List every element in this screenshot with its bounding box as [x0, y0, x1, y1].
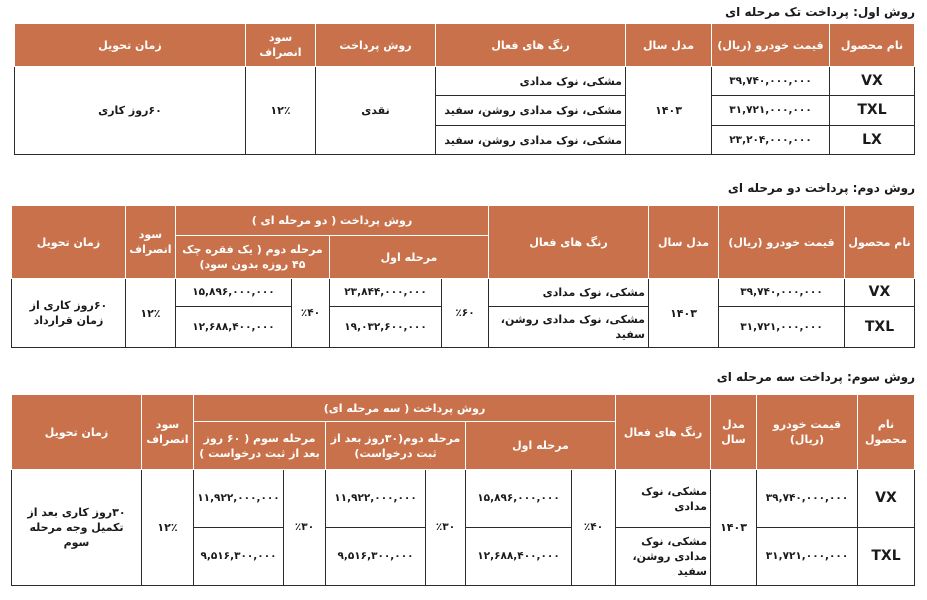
header-stage1: مرحله اول: [330, 236, 489, 279]
product-name: VX: [858, 470, 915, 528]
product-name: TXL: [830, 96, 915, 126]
header-colors: رنگ های فعال: [489, 206, 649, 279]
section1-title: روش اول: پرداخت تک مرحله ای: [725, 5, 915, 19]
header-price: قیمت خودرو (ریال): [712, 24, 830, 67]
section2-title: روش دوم: پرداخت دو مرحله ای: [727, 181, 915, 195]
header-cancel-profit: سود انصراف: [246, 24, 316, 67]
stage3-amount: ۹,۵۱۶,۳۰۰,۰۰۰: [193, 528, 283, 586]
product-price: ۳۹,۷۴۰,۰۰۰,۰۰۰: [719, 279, 845, 307]
single-stage-table: [14, 23, 915, 155]
header-model-year: مدل سال: [649, 206, 719, 279]
header-delivery: زمان تحویل: [11, 395, 141, 470]
stage3-percent: ٪۳۰: [284, 470, 326, 586]
product-name: TXL: [845, 307, 915, 348]
product-colors: مشکی، نوک مدادی: [436, 67, 626, 96]
section3-title: روش سوم: پرداخت سه مرحله ای: [716, 370, 915, 384]
stage1-amount: ۱۹,۰۳۲,۶۰۰,۰۰۰: [330, 307, 442, 348]
stage2-percent: ٪۴۰: [292, 279, 330, 348]
product-colors: مشکی، نوک مدادی روشن، سفید: [436, 96, 626, 126]
delivery-time: ۶۰روز کاری از زمان قرارداد: [11, 279, 125, 348]
product-price: ۳۱,۷۲۱,۰۰۰,۰۰۰: [712, 96, 830, 126]
header-product: نام محصول: [845, 206, 915, 279]
cancel-profit: ۱۲٪: [246, 67, 316, 155]
stage2-percent: ٪۳۰: [426, 470, 466, 586]
stage2-amount: ۱۱,۹۲۲,۰۰۰,۰۰۰: [326, 470, 426, 528]
product-name: VX: [830, 67, 915, 96]
header-price: قیمت خودرو (ریال): [719, 206, 845, 279]
stage2-amount: ۱۵,۸۹۶,۰۰۰,۰۰۰: [175, 279, 291, 307]
header-model-year: مدل سال: [711, 395, 757, 470]
product-price: ۳۹,۷۴۰,۰۰۰,۰۰۰: [757, 470, 858, 528]
header-stage1: مرحله اول: [466, 422, 616, 470]
header-payment-group: روش پرداخت ( سه مرحله ای): [193, 395, 615, 422]
product-colors: مشکی، نوک مدادی روشن، سفید: [489, 307, 649, 348]
stage1-percent: ٪۶۰: [442, 279, 489, 348]
payment-method: نقدی: [316, 67, 436, 155]
delivery-time: ۳۰روز کاری بعد از تکمیل وجه مرحله سوم: [11, 470, 141, 586]
header-product: نام محصول: [830, 24, 915, 67]
header-stage2: مرحله دوم ( یک فقره چک ۴۵ روزه بدون سود): [175, 236, 329, 279]
product-colors: مشکی، نوک مدادی: [489, 279, 649, 307]
product-price: ۳۱,۷۲۱,۰۰۰,۰۰۰: [757, 528, 858, 586]
stage1-amount: ۱۵,۸۹۶,۰۰۰,۰۰۰: [466, 470, 572, 528]
header-stage2: مرحله دوم(۳۰روز بعد از ثبت درخواست): [326, 422, 466, 470]
product-colors: مشکی، نوک مدادی: [616, 470, 711, 528]
header-colors: رنگ های فعال: [436, 24, 626, 67]
three-stage-table: [11, 394, 915, 586]
product-price: ۳۱,۷۲۱,۰۰۰,۰۰۰: [719, 307, 845, 348]
header-product: نام محصول: [858, 395, 915, 470]
stage1-amount: ۲۳,۸۴۴,۰۰۰,۰۰۰: [330, 279, 442, 307]
product-name: VX: [845, 279, 915, 307]
two-stage-table: [11, 205, 915, 348]
product-colors: مشکی، نوک مدادی روشن، سفید: [436, 126, 626, 155]
cancel-profit: ۱۲٪: [141, 470, 193, 586]
stage2-amount: ۱۲,۶۸۸,۴۰۰,۰۰۰: [175, 307, 291, 348]
stage3-amount: ۱۱,۹۲۲,۰۰۰,۰۰۰: [193, 470, 283, 528]
header-model-year: مدل سال: [626, 24, 712, 67]
delivery-time: ۶۰روز کاری: [15, 67, 246, 155]
product-name: LX: [830, 126, 915, 155]
header-stage3: مرحله سوم ( ۶۰ روز بعد از ثبت درخواست ): [193, 422, 325, 470]
header-colors: رنگ های فعال: [616, 395, 711, 470]
header-payment-method: روش پرداخت: [316, 24, 436, 67]
product-price: ۲۳,۲۰۴,۰۰۰,۰۰۰: [712, 126, 830, 155]
header-cancel-profit: سود انصراف: [141, 395, 193, 470]
product-name: TXL: [858, 528, 915, 586]
header-delivery: زمان تحویل: [15, 24, 246, 67]
product-colors: مشکی، نوک مدادی روشن، سفید: [616, 528, 711, 586]
header-delivery: زمان تحویل: [11, 206, 125, 279]
cancel-profit: ۱۲٪: [125, 279, 175, 348]
stage1-amount: ۱۲,۶۸۸,۴۰۰,۰۰۰: [466, 528, 572, 586]
model-year: ۱۴۰۳: [711, 470, 757, 586]
stage1-percent: ٪۴۰: [572, 470, 616, 586]
stage2-amount: ۹,۵۱۶,۳۰۰,۰۰۰: [326, 528, 426, 586]
model-year: ۱۴۰۳: [649, 279, 719, 348]
header-cancel-profit: سود انصراف: [125, 206, 175, 279]
header-payment-group: روش پرداخت ( دو مرحله ای ): [175, 206, 488, 236]
model-year: ۱۴۰۳: [626, 67, 712, 155]
header-price: قیمت خودرو (ریال): [757, 395, 858, 470]
product-price: ۳۹,۷۴۰,۰۰۰,۰۰۰: [712, 67, 830, 96]
